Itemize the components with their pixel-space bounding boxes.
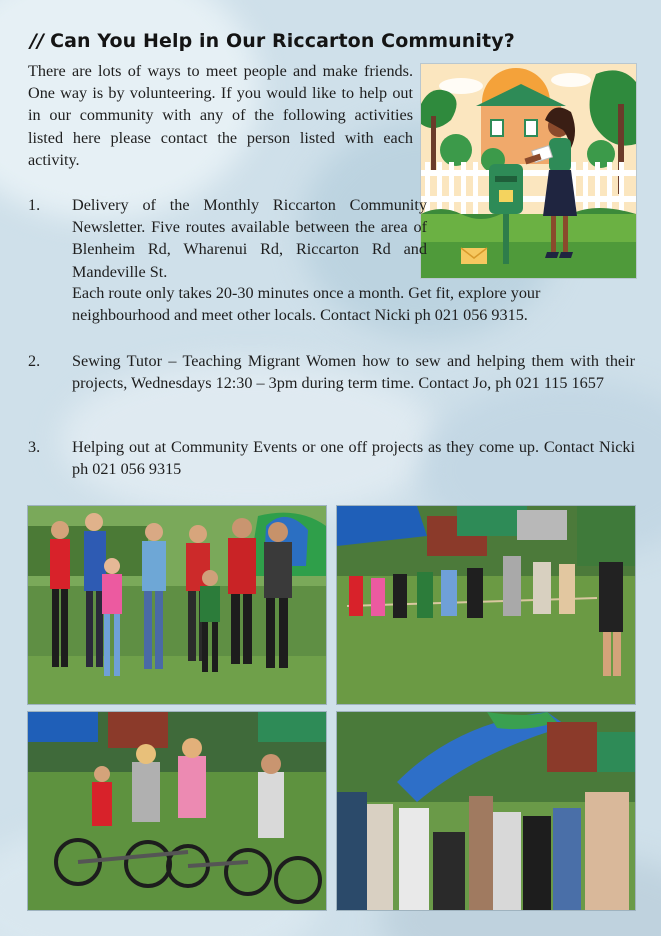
list-item-number: 2. (28, 352, 41, 370)
volunteer-illustration (420, 63, 637, 279)
list-item-continuation (72, 282, 637, 326)
photo-crowd-at-slide (336, 711, 636, 911)
photo-tug-of-war (336, 505, 636, 705)
intro-paragraph: There are lots of ways to meet people and make friends. One way is by volunteering. If you would like to help out in our community with any of the following activities listed here please contact the person listed with each activity. (28, 62, 413, 169)
list-item-text: Sewing Tutor – Teaching Migrant Women how to sew and helping them with their projects, Wednesdays 12:30 – 3pm during term time. Contact Jo, ph 021 115 1657 (72, 352, 635, 393)
photo-children-group (27, 505, 327, 705)
photo-bike-riding (27, 711, 327, 911)
list-item-text: Helping out at Community Events or one off projects as they come up. Contact Nicki ph 021 056 9315 (72, 438, 635, 479)
list-item-number: 3. (28, 438, 41, 456)
list-item-text: Delivery of the Monthly Riccarton Community Newsletter. Five routes available between the area of Blenheim Rd, Wharenui Rd, Riccarton Rd and Mandeville St. (72, 196, 427, 281)
page-heading (30, 30, 630, 52)
list-item-number: 1. (28, 196, 41, 214)
heading-slashes: // (30, 30, 45, 52)
heading-title: Can You Help in Our Riccarton Community? (50, 30, 515, 52)
list-item-continuation-line: Each route only takes 20-30 minutes once a month. Get fit, explore your (72, 284, 541, 302)
list-item-continuation-line: neighbourhood and meet other locals. Contact Nicki ph 021 056 9315. (72, 306, 528, 325)
